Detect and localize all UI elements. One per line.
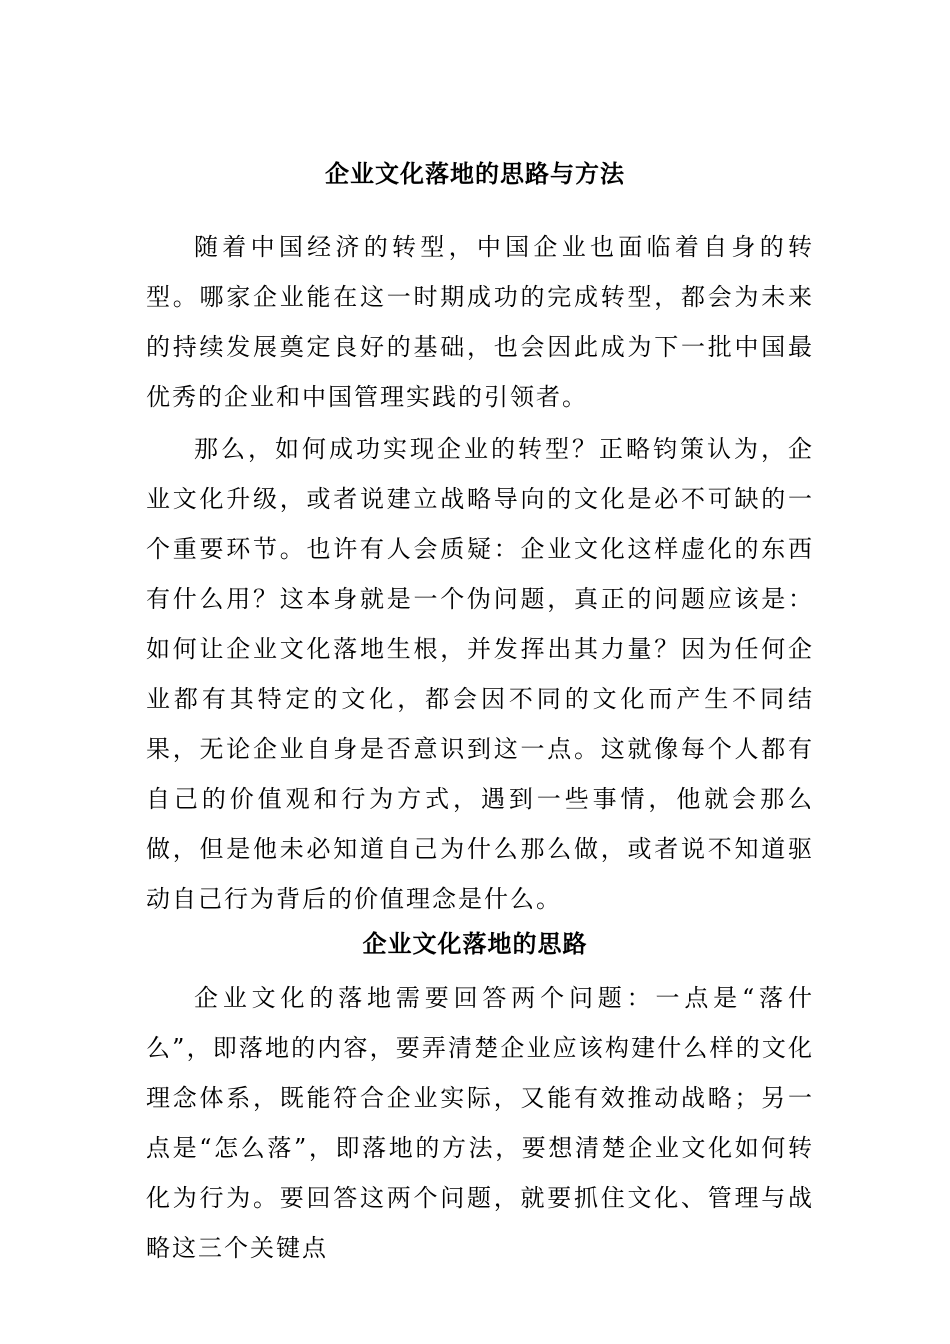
intro-paragraph: 随着中国经济的转型，中国企业也面临着自身的转型。哪家企业能在这一时期成功的完成转型，都会为未来的持续发展奠定良好的基础，也会因此成为下一批中国最优秀的企业和中国管理实践的引领者。 [146,233,814,411]
section-heading: 企业文化落地的思路 [362,929,588,958]
body-paragraph: 那么，如何成功实现企业的转型？正略钧策认为，企业文化升级，或者说建立战略导向的文化是必不可缺的一个重要环节。也许有人会质疑：企业文化这样虚化的东西有什么用？这本身就是一个伪问题，真正的问题应该是：如何让企业文化落地生根，并发挥出其力量？因为任何企业都有其特定的文化，都会因不同的文化而产生不同结果，无论企业自身是否意识到这一点。这就像每个人都有自己的价值观和行为方式，遇到一些事情，他就会那么做，但是他未必知道自己为什么那么做，或者说不知道驱动自己行为背后的价值理念是什么。 [146,435,814,913]
section-paragraph: 企业文化的落地需要回答两个问题：一点是“落什么”，即落地的内容，要弄清楚企业应该构建什么样的文化理念体系，既能符合企业实际，又能有效推动战略；另一点是“怎么落”，即落地的方法，要想清楚企业文化如何转化为行为。要回答这两个问题，就要抓住文化、管理与战略这三个关键点 [146,984,814,1262]
document-title: 企业文化落地的思路与方法 [325,159,625,188]
